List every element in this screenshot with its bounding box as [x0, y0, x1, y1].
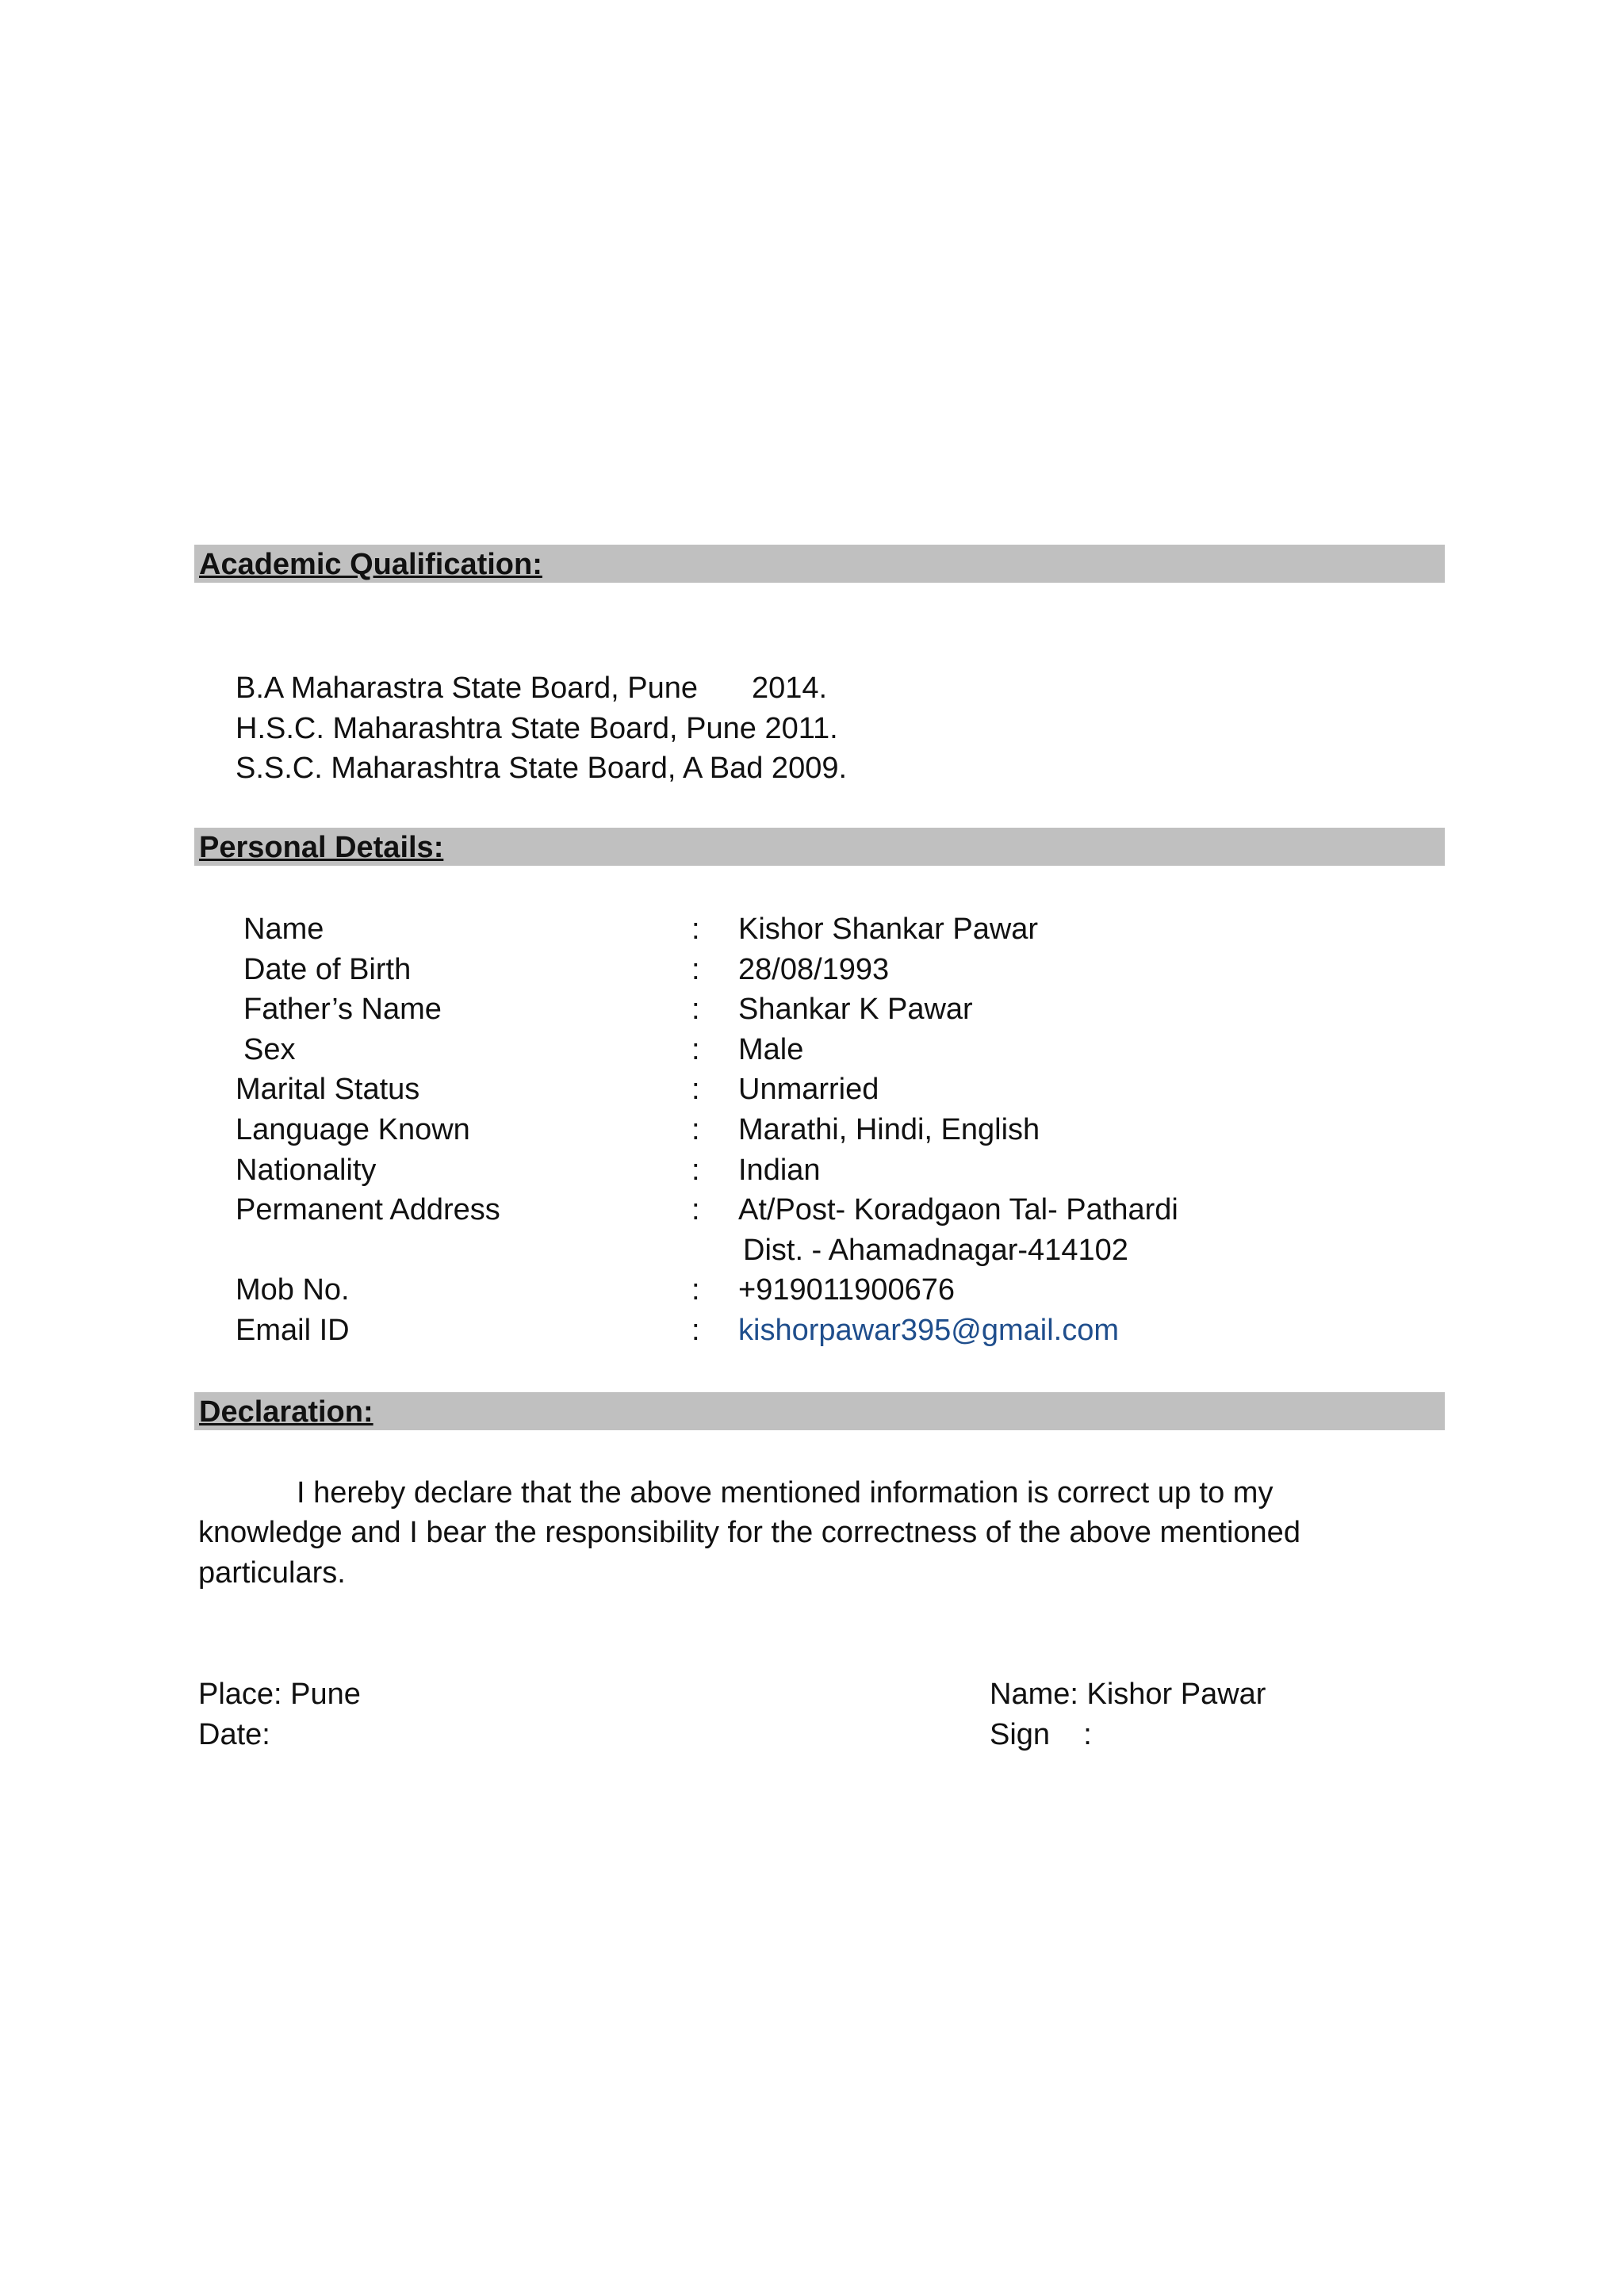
footer-name: Name: Kishor Pawar [990, 1678, 1266, 1711]
field-colon: : [691, 913, 700, 946]
field-label-mobile: Mob No. [236, 1273, 350, 1307]
field-colon: : [691, 1273, 700, 1307]
field-colon: : [691, 993, 700, 1026]
qualification-ba-year: 2014. [752, 672, 828, 705]
field-label-name: Name [243, 913, 324, 946]
field-colon: : [691, 1113, 700, 1146]
declaration-title: Declaration: [199, 1395, 373, 1429]
field-value-language: Marathi, Hindi, English [738, 1113, 1040, 1146]
qualification-hsc: H.S.C. Maharashtra State Board, Pune 2011. [236, 712, 838, 745]
field-value-name: Kishor Shankar Pawar [738, 913, 1039, 946]
academic-qualification-header [194, 545, 1445, 583]
field-value-father-name: Shankar K Pawar [738, 993, 973, 1026]
email-link[interactable]: kishorpawar395@gmail.com [738, 1314, 1119, 1347]
field-value-dob: 28/08/1993 [738, 953, 890, 986]
field-label-sex: Sex [243, 1033, 296, 1066]
qualification-ba: B.A Maharastra State Board, Pune [236, 672, 699, 705]
personal-details-title: Personal Details: [199, 831, 444, 864]
declaration-line-1: I hereby declare that the above mentioned information is correct up to my [297, 1476, 1274, 1510]
field-label-email: Email ID [236, 1314, 350, 1347]
declaration-line-3: particulars. [198, 1556, 346, 1590]
field-label-father-name: Father’s Name [243, 993, 442, 1026]
field-value-marital-status: Unmarried [738, 1073, 879, 1106]
footer-sign: Sign : [990, 1718, 1092, 1751]
field-label-marital-status: Marital Status [236, 1073, 420, 1106]
field-colon: : [691, 953, 700, 986]
field-value-nationality: Indian [738, 1154, 821, 1187]
academic-qualification-title: Academic Qualification: [199, 548, 542, 581]
field-colon: : [691, 1154, 700, 1187]
footer-date: Date: [198, 1718, 270, 1751]
qualification-ssc: S.S.C. Maharashtra State Board, A Bad 2009. [236, 752, 848, 785]
personal-details-header [194, 828, 1445, 866]
field-value-address-line2: Dist. - Ahamadnagar-414102 [743, 1234, 1128, 1267]
declaration-line-2: knowledge and I bear the responsibility for the correctness of the above mentioned [198, 1516, 1300, 1549]
field-value-sex: Male [738, 1033, 804, 1066]
field-colon: : [691, 1193, 700, 1226]
field-colon: : [691, 1073, 700, 1106]
field-colon: : [691, 1033, 700, 1066]
field-label-language: Language Known [236, 1113, 470, 1146]
field-label-nationality: Nationality [236, 1154, 377, 1187]
field-colon: : [691, 1314, 700, 1347]
field-label-dob: Date of Birth [243, 953, 412, 986]
field-value-mobile: +919011900676 [738, 1273, 955, 1307]
footer-place: Place: Pune [198, 1678, 361, 1711]
declaration-header [194, 1392, 1445, 1430]
field-value-address-line1: At/Post- Koradgaon Tal- Pathardi [738, 1193, 1178, 1226]
field-label-address: Permanent Address [236, 1193, 500, 1226]
